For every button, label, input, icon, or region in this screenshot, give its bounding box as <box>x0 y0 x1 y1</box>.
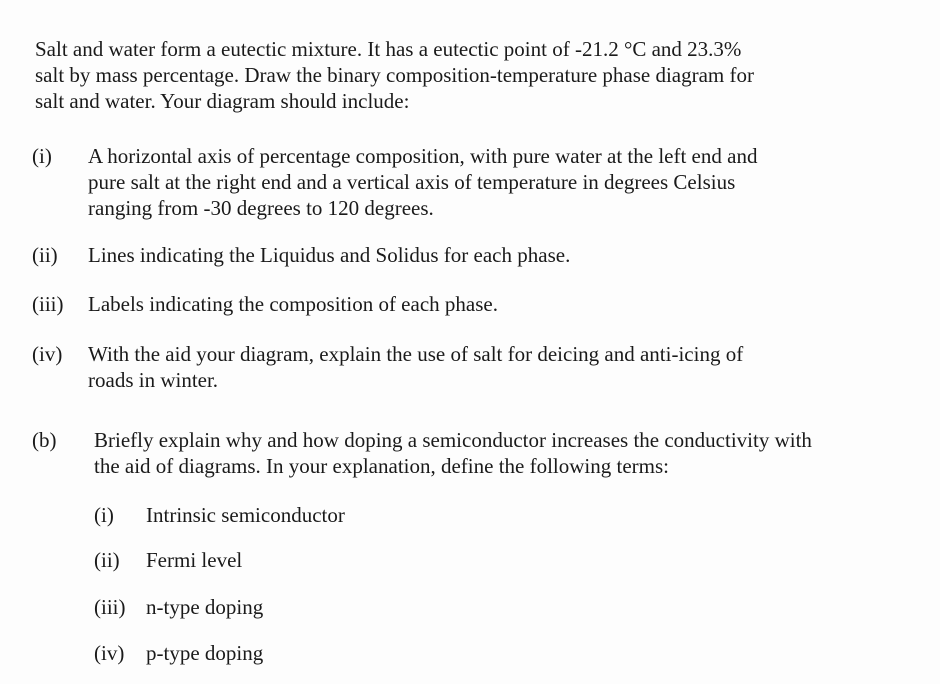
item-text <box>88 242 840 268</box>
item-number: (iv) <box>32 342 63 366</box>
item-text <box>88 143 840 221</box>
item-number: (ii) <box>32 243 58 267</box>
item-line: roads in winter. <box>88 368 219 392</box>
part-b-line: Briefly explain why and how doping a semiconductor increases the conductivity with <box>94 428 812 452</box>
term-number: (i) <box>94 503 114 527</box>
item-text <box>88 341 840 393</box>
part-number: (b) <box>32 428 57 452</box>
item-number: (iii) <box>32 292 64 316</box>
term-number: (iv) <box>94 641 125 665</box>
term-number: (iii) <box>94 595 126 619</box>
intro-line: salt and water. Your diagram should include: <box>35 89 410 113</box>
term-label: Intrinsic semiconductor <box>146 503 345 527</box>
item-line: A horizontal axis of percentage composition, with pure water at the left end and <box>88 144 758 168</box>
term-label: Fermi level <box>146 548 243 572</box>
term-label: p-type doping <box>146 641 264 665</box>
item-text <box>88 291 840 317</box>
item-line: Labels indicating the composition of each phase. <box>88 292 498 316</box>
term-label: n-type doping <box>146 595 264 619</box>
item-number: (i) <box>32 144 52 168</box>
item-line: pure salt at the right end and a vertical axis of temperature in degrees Celsius <box>88 170 736 194</box>
term-number: (ii) <box>94 548 120 572</box>
item-line: ranging from -30 degrees to 120 degrees. <box>88 196 434 220</box>
part-b-line: the aid of diagrams. In your explanation, define the following terms: <box>94 454 670 478</box>
item-line: Lines indicating the Liquidus and Solidus for each phase. <box>88 243 571 267</box>
intro-line: salt by mass percentage. Draw the binary composition-temperature phase diagram for <box>35 63 754 87</box>
part-b-text <box>94 427 852 479</box>
intro-paragraph <box>35 36 837 114</box>
item-line: With the aid your diagram, explain the use of salt for deicing and anti-icing of <box>88 342 744 366</box>
intro-line: Salt and water form a eutectic mixture. It has a eutectic point of -21.2 °C and 23.3% <box>35 37 742 61</box>
